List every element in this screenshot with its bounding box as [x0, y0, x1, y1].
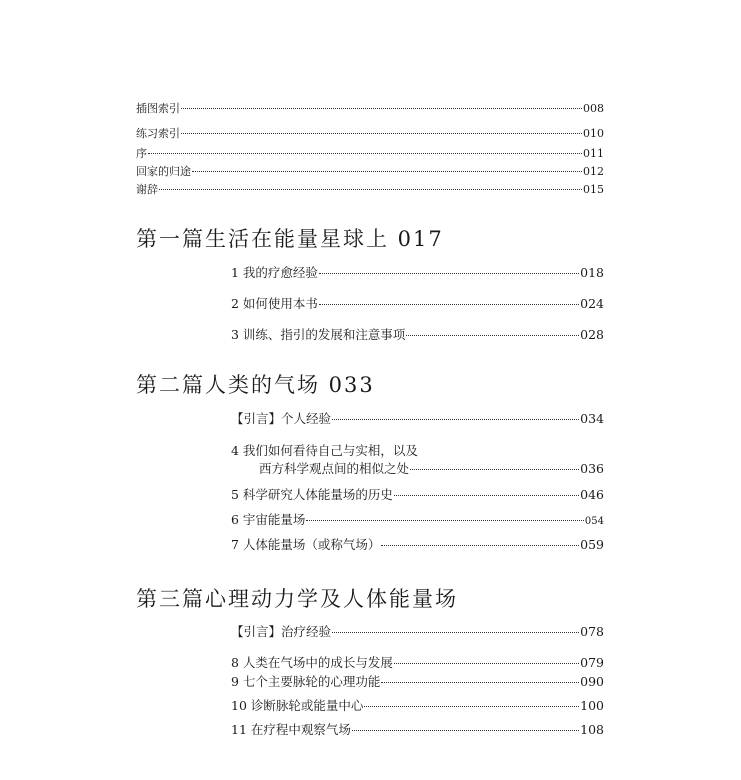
toc-entry-page: 078 — [580, 624, 604, 639]
dot-leader — [159, 189, 582, 190]
toc-entry-page: 024 — [580, 296, 604, 311]
toc-entry-illustration-index — [136, 100, 604, 116]
dot-leader — [181, 108, 582, 109]
toc-entry-label: 【引言】治疗经验 — [231, 624, 332, 639]
dot-leader — [181, 133, 582, 134]
toc-entry-part2-intro — [231, 409, 604, 427]
toc-entry-page: 008 — [583, 102, 604, 115]
toc-entry-ch10 — [231, 696, 604, 714]
toc-entry-label: 插图索引 — [136, 102, 180, 115]
toc-entry-page: 011 — [583, 147, 604, 160]
toc-entry-page: 059 — [580, 537, 604, 552]
dot-leader — [332, 419, 579, 420]
dot-leader — [381, 545, 579, 546]
toc-entry-ch4 — [259, 459, 604, 477]
toc-entry-label: 7 人体能量场（或称气场） — [231, 537, 381, 552]
toc-entry-page: 079 — [580, 655, 604, 670]
toc-entry-ch5 — [231, 485, 604, 503]
part3-heading: 第三篇心理动力学及人体能量场 — [136, 587, 458, 611]
toc-entry-part3-intro — [231, 622, 604, 640]
toc-entry-ch2 — [231, 294, 604, 312]
toc-entry-page: 034 — [580, 411, 604, 426]
toc-entry-ch8 — [231, 653, 604, 671]
toc-entry-ch3 — [231, 325, 604, 343]
toc-entry-label: 11 在疗程中观察气场 — [231, 722, 351, 737]
toc-entry-exercise-index — [136, 125, 604, 141]
dot-leader — [319, 304, 579, 305]
toc-entry-ch9 — [231, 672, 604, 690]
toc-entry-label: 练习索引 — [136, 127, 180, 140]
toc-entry-acknowledgements — [136, 181, 604, 197]
toc-entry-label: 8 人类在气场中的成长与发展 — [231, 655, 393, 670]
toc-entry-preface — [136, 145, 604, 161]
toc-entry-label: 【引言】个人经验 — [231, 411, 332, 426]
toc-entry-label: 10 诊断脉轮或能量中心 — [231, 698, 364, 713]
toc-entry-page: 028 — [580, 327, 604, 342]
part2-heading: 第二篇人类的气场 033 — [136, 373, 375, 397]
toc-entry-page: 108 — [580, 722, 604, 737]
toc-entry-label: 6 宇宙能量场 — [231, 512, 306, 527]
dot-leader — [148, 153, 582, 154]
toc-entry-page: 015 — [583, 183, 604, 196]
toc-entry-ch1 — [231, 263, 604, 281]
toc-entry-ch4-line1: 4 我们如何看待自己与实相，以及 — [231, 443, 418, 458]
dot-leader — [364, 706, 579, 707]
toc-entry-label: 回家的归途 — [136, 165, 191, 178]
part1-heading: 第一篇生活在能量星球上 017 — [136, 227, 444, 251]
dot-leader — [410, 469, 579, 470]
toc-entry-label: 2 如何使用本书 — [231, 296, 318, 311]
toc-entry-page: 018 — [580, 265, 604, 280]
dot-leader — [394, 495, 579, 496]
toc-entry-ch7 — [231, 535, 604, 553]
dot-leader — [192, 171, 582, 172]
toc-entry-label: 序 — [136, 147, 147, 160]
dot-leader — [306, 520, 583, 521]
dot-leader — [319, 273, 579, 274]
toc-entry-page: 010 — [583, 127, 604, 140]
toc-entry-ch11 — [231, 720, 604, 738]
toc-entry-page: 054 — [584, 516, 604, 527]
dot-leader — [394, 663, 579, 664]
toc-entry-page: 046 — [580, 487, 604, 502]
toc-entry-label: 1 我的疗愈经验 — [231, 265, 318, 280]
toc-entry-page: 012 — [583, 165, 604, 178]
toc-entry-page: 090 — [580, 674, 604, 689]
toc-entry-ch6 — [231, 510, 604, 528]
dot-leader — [332, 632, 579, 633]
toc-entry-label: 5 科学研究人体能量场的历史 — [231, 487, 393, 502]
toc-entry-page: 100 — [580, 698, 604, 713]
toc-entry-label: 西方科学观点间的相似之处 — [259, 461, 410, 476]
toc-entry-page: 036 — [580, 461, 604, 476]
toc-entry-way-home — [136, 163, 604, 179]
dot-leader — [406, 335, 579, 336]
toc-entry-label: 9 七个主要脉轮的心理功能 — [231, 674, 381, 689]
dot-leader — [381, 682, 579, 683]
toc-entry-label: 3 训练、指引的发展和注意事项 — [231, 327, 406, 342]
dot-leader — [352, 730, 579, 731]
toc-entry-label: 谢辞 — [136, 183, 158, 196]
